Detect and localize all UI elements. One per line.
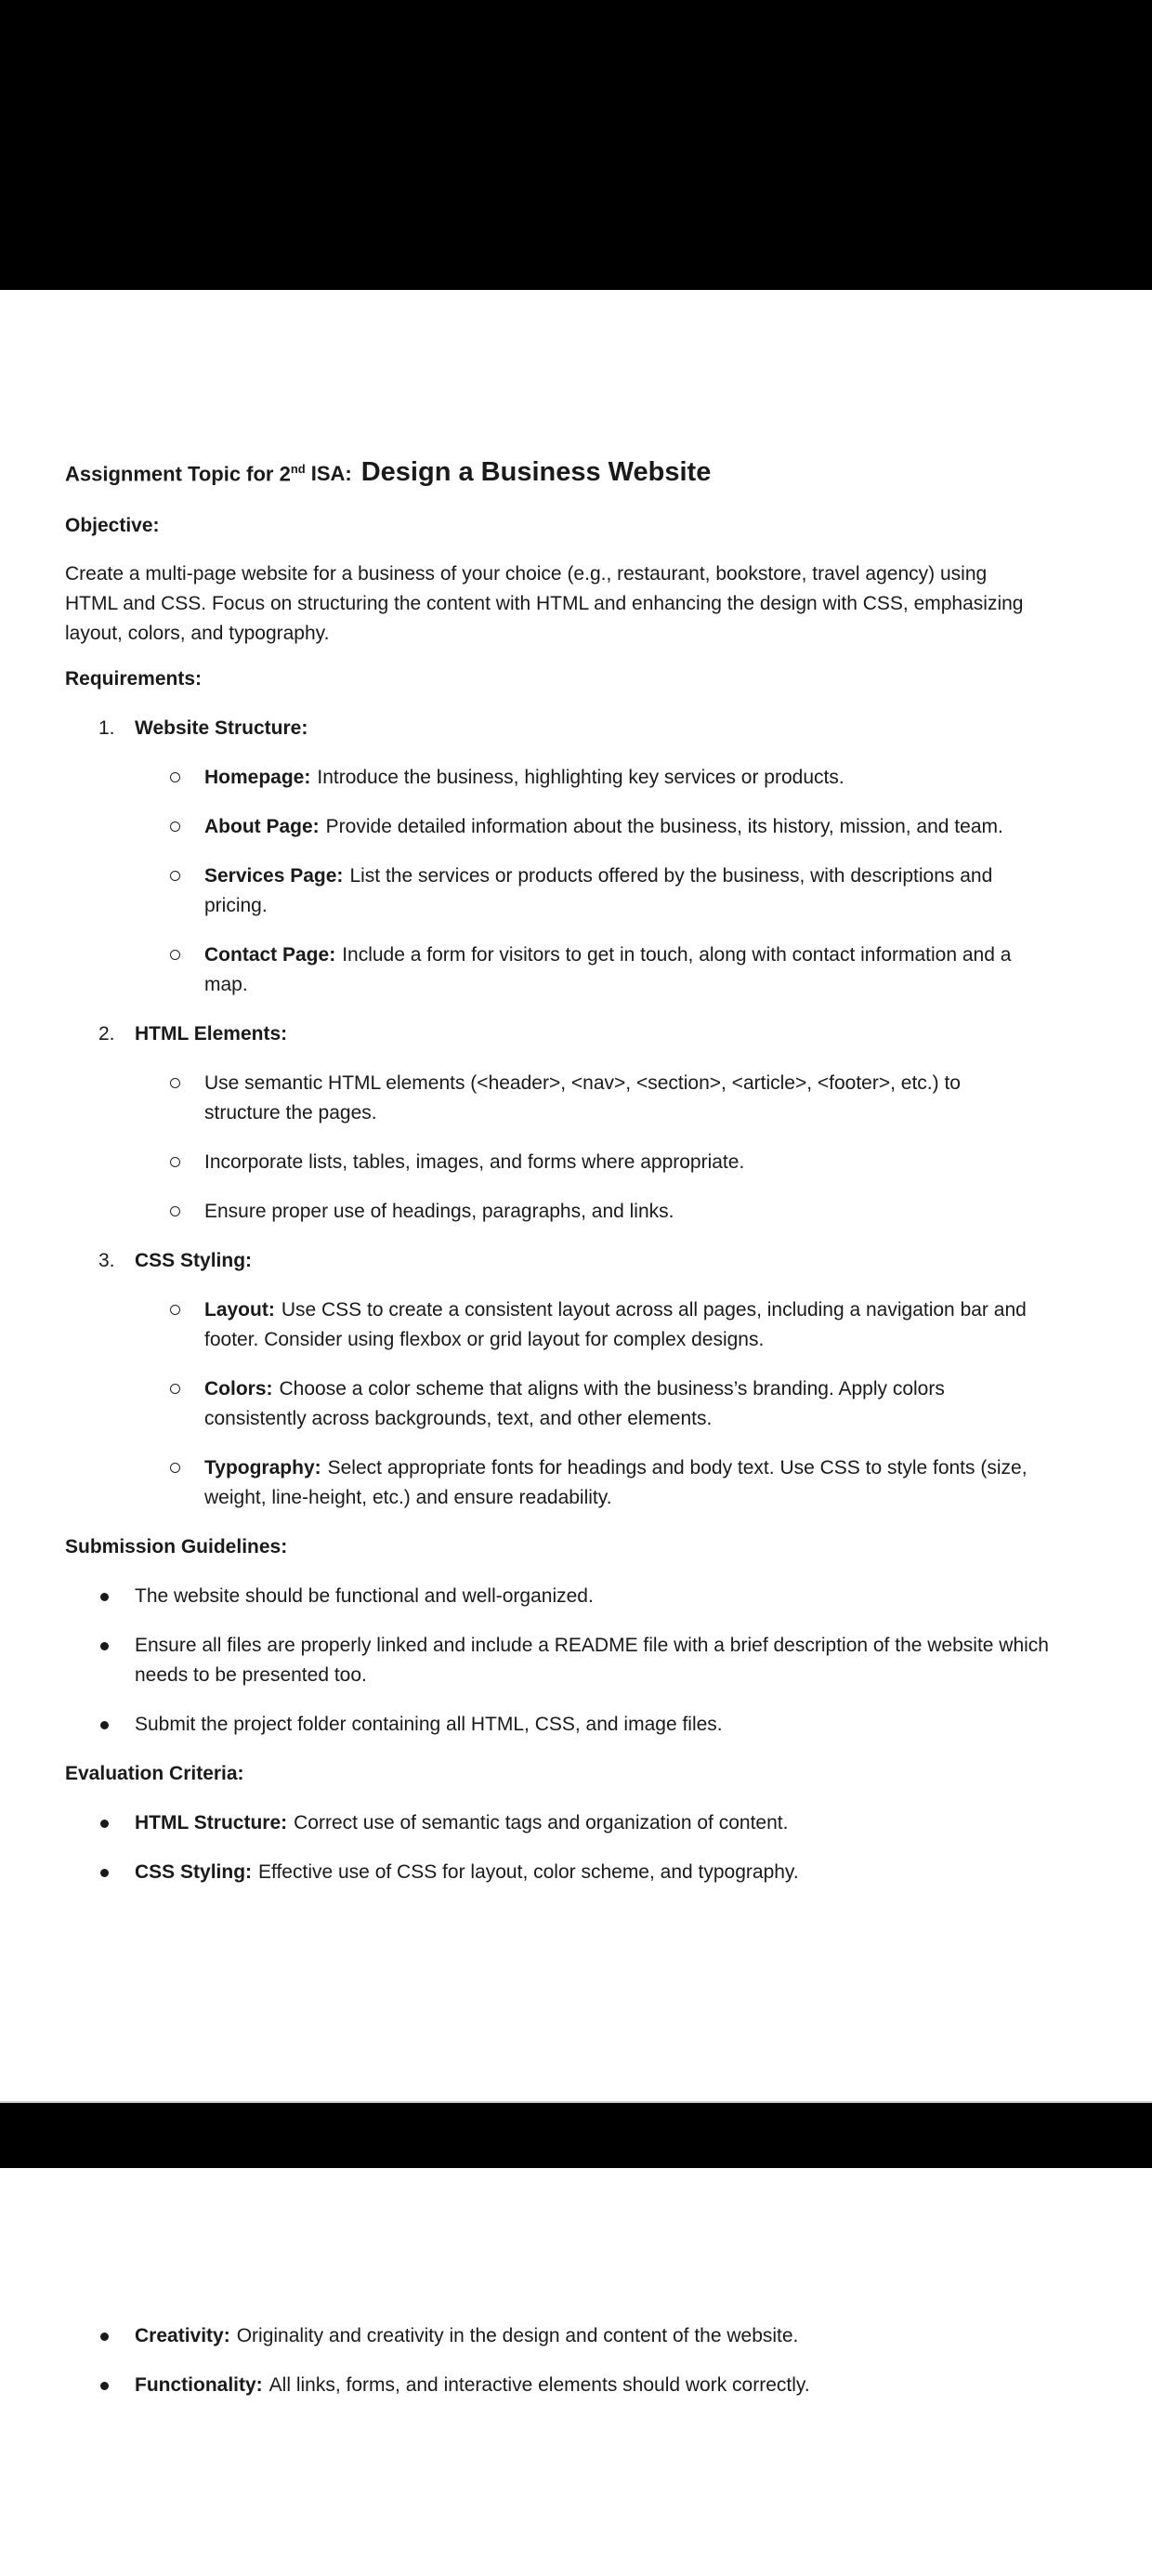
list-item-body: All links, forms, and interactive elements should work correctly. (268, 2374, 810, 2396)
list-item (65, 1374, 1152, 1434)
bullet-icon (100, 2371, 135, 2390)
list-item-body: Ensure all files are properly linked and include a README file with a brief description of the website which needs to be presented too. (135, 1635, 1049, 1687)
title-main: Design a Business Website (360, 457, 712, 488)
list-item (65, 861, 1152, 921)
list-number: 2. (98, 1023, 115, 1045)
title-isa-label: ISA: (310, 462, 352, 486)
list-item-label: Colors: (204, 1378, 273, 1400)
page-break-bar-top (0, 0, 1152, 290)
list-item (65, 1069, 1152, 1128)
list-item-label: Services Page: (204, 865, 344, 887)
list-item (65, 1858, 1152, 1887)
list-item (65, 812, 1152, 842)
circle-bullet-icon (170, 1148, 204, 1167)
list-item-text (204, 940, 1036, 1000)
bullet-icon (100, 1808, 135, 1828)
circle-bullet-icon (170, 1295, 204, 1315)
requirements-heading: Requirements: (65, 668, 203, 690)
circle-bullet-icon (170, 763, 204, 782)
bullet-icon (100, 1858, 135, 1877)
list-item-text (135, 1858, 799, 1887)
list-item (65, 763, 1152, 793)
page1-content (0, 290, 1152, 1887)
circle-bullet-icon (170, 861, 204, 881)
list-item (65, 1148, 1152, 1177)
list-item (65, 1710, 1152, 1740)
numbered-item (65, 714, 1152, 743)
page2-content (0, 2302, 1152, 2400)
bullet-icon (100, 2321, 135, 2341)
list-item-body: Submit the project folder containing all HTML, CSS, and image files. (135, 1714, 723, 1736)
list-item (65, 1197, 1152, 1227)
numbered-item (65, 1019, 1152, 1049)
list-item-label: CSS Styling: (135, 1861, 253, 1884)
bullet-icon (100, 1631, 135, 1650)
submission-heading: Submission Guidelines: (65, 1536, 288, 1558)
numbered-item (65, 1246, 1152, 1276)
list-item (65, 2321, 1152, 2351)
list-item-label: Layout: (204, 1299, 275, 1321)
list-number: 1. (98, 717, 115, 740)
title-prefix: Assignment Topic for 2 (65, 462, 291, 486)
objective-paragraph: Create a multi-page website for a business of your choice (e.g., restaurant, bookstore, travel agency) using HTML and CSS. Focus on structuring the content with HTML and enhancing the design with CSS, emphasizing layout, colors, and typography. (65, 563, 1024, 645)
list-item-text (135, 1808, 788, 1838)
list-item-label: Contact Page: (204, 944, 336, 966)
list-item-label: Functionality: (135, 2374, 263, 2396)
list-item (65, 1453, 1152, 1513)
list-item-text (204, 1069, 1036, 1128)
list-item-text (135, 2371, 810, 2400)
list-item-label: Typography: (204, 1457, 321, 1479)
list-item-text (204, 1197, 674, 1227)
list-item-text (204, 812, 1003, 842)
numbered-item-title: HTML Elements: (135, 1023, 288, 1045)
title-superscript: nd (290, 462, 306, 476)
numbered-item-title: CSS Styling: (135, 1250, 253, 1272)
numbered-item-title: Website Structure: (135, 717, 308, 740)
list-item (65, 2371, 1152, 2400)
circle-bullet-icon (170, 1197, 204, 1216)
list-item-text (204, 763, 844, 793)
list-item-text (135, 1582, 594, 1611)
list-item-body: Originality and creativity in the design and content of the website. (236, 2325, 799, 2346)
circle-bullet-icon (170, 812, 204, 832)
list-item-body: Ensure proper use of headings, paragraphs, and links. (204, 1201, 674, 1223)
circle-bullet-icon (170, 940, 204, 960)
list-item-label: HTML Structure: (135, 1812, 288, 1834)
list-item-body: Effective use of CSS for layout, color scheme, and typography. (258, 1861, 799, 1884)
bullet-icon (100, 1582, 135, 1601)
list-item-text (204, 1295, 1036, 1355)
circle-bullet-icon (170, 1374, 204, 1394)
evaluation-heading: Evaluation Criteria: (65, 1763, 244, 1785)
list-item-body: Use CSS to create a consistent layout across all pages, including a navigation bar and footer. Consider using flexbox or grid layout for complex designs. (204, 1299, 1027, 1351)
list-item-body: Introduce the business, highlighting key services or products. (317, 767, 844, 789)
list-item-body: List the services or products offered by the business, with descriptions and pricing. (204, 865, 993, 917)
list-item (65, 1808, 1152, 1838)
list-item-body: Select appropriate fonts for headings and body text. Use CSS to style fonts (size, weight, line-height, etc.) and ensure readability. (204, 1457, 1028, 1509)
list-item-label: Creativity: (135, 2325, 230, 2346)
objective-heading: Objective: (65, 515, 160, 537)
bullet-icon (100, 1710, 135, 1729)
list-item (65, 1582, 1152, 1611)
assignment-title (65, 453, 1152, 491)
list-item-label: Homepage: (204, 767, 311, 789)
list-item-text (204, 1148, 744, 1177)
list-item (65, 940, 1152, 1000)
list-item-text (204, 861, 1036, 921)
list-item-body: The website should be functional and well-organized. (135, 1585, 594, 1608)
list-item-body: Use semantic HTML elements (<header>, <nav>, <section>, <article>, <footer>, etc.) to structure the pages. (204, 1072, 961, 1124)
list-number: 3. (98, 1250, 115, 1272)
circle-bullet-icon (170, 1453, 204, 1473)
page-break-bar-middle (0, 2103, 1152, 2168)
list-item-text (135, 2321, 798, 2351)
list-item-text (135, 1710, 723, 1740)
list-item (65, 1631, 1152, 1690)
list-item-body: Incorporate lists, tables, images, and forms where appropriate. (204, 1151, 745, 1174)
circle-bullet-icon (170, 1069, 204, 1088)
list-item-text (204, 1374, 1036, 1434)
list-item-body: Provide detailed information about the business, its history, mission, and team. (325, 816, 1003, 838)
list-item-text (135, 1631, 1064, 1690)
list-item-label: About Page: (204, 816, 320, 838)
list-item (65, 1295, 1152, 1355)
list-item-body: Correct use of semantic tags and organization of content. (294, 1812, 789, 1834)
list-item-text (204, 1453, 1036, 1513)
list-item-body: Include a form for visitors to get in touch, along with contact information and a map. (204, 944, 1012, 996)
list-item-body: Choose a color scheme that aligns with the business’s branding. Apply colors consistently across backgrounds, text, and other elements. (204, 1378, 945, 1430)
